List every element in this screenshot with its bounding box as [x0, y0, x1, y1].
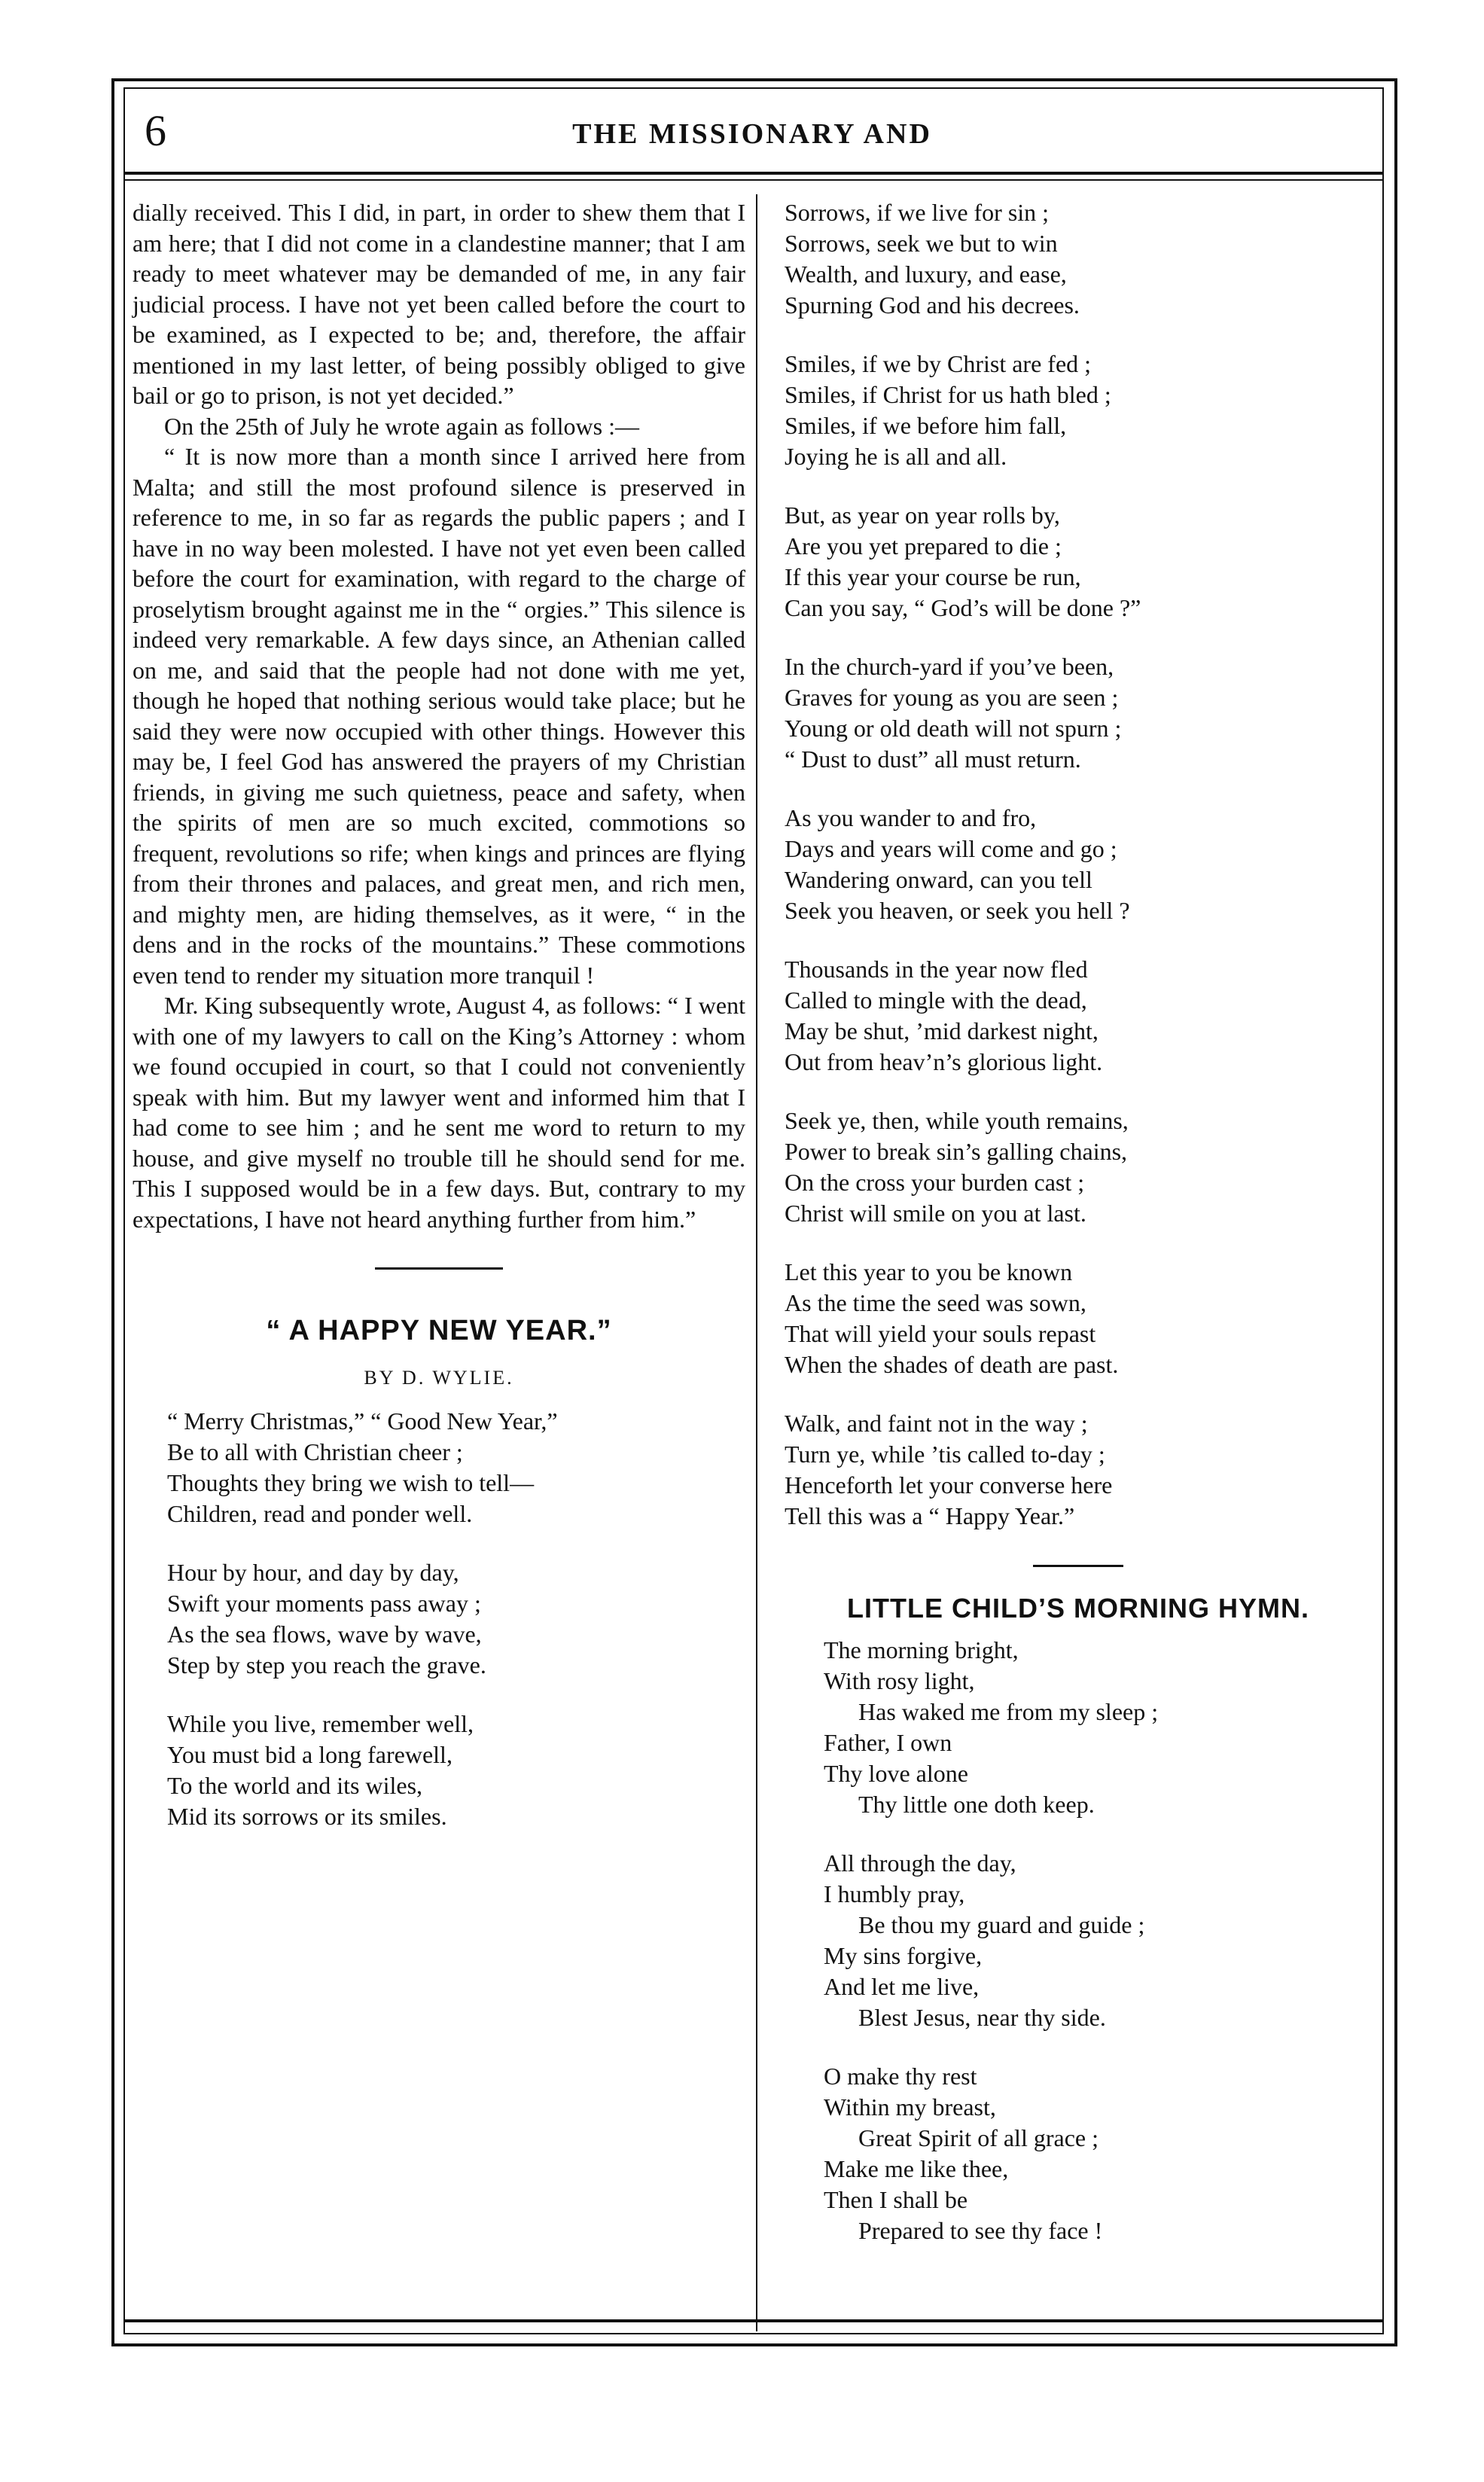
verse-line: Let this year to you be known	[785, 1258, 1073, 1285]
verse-line: Smiles, if we by Christ are fed ;	[785, 350, 1092, 377]
verse-line: Joying he is all and all.	[785, 443, 1007, 470]
verse-line: Christ will smile on you at last.	[785, 1200, 1086, 1227]
verse-line: Mid its sorrows or its smiles.	[167, 1803, 447, 1830]
verse-line: Turn ye, while ’tis called to-day ;	[785, 1441, 1105, 1468]
verse-line: Blest Jesus, near thy side.	[858, 2004, 1106, 2031]
running-head: THE MISSIONARY AND	[572, 118, 932, 150]
verse-line: Wandering onward, can you tell	[785, 866, 1092, 893]
verse-line: Then I shall be	[824, 2186, 968, 2213]
poem-title: “ A HAPPY NEW YEAR.”	[266, 1315, 612, 1346]
verse-line: Has waked me from my sleep ;	[858, 1698, 1159, 1725]
verse-line: Wealth, and luxury, and ease,	[785, 261, 1067, 288]
verse-line: Prepared to see thy face !	[858, 2217, 1103, 2244]
column-divider	[756, 194, 757, 2331]
verse-line: When the shades of death are past.	[785, 1351, 1119, 1378]
poem-morning-hymn	[785, 1635, 1372, 2246]
stanza	[785, 197, 1372, 321]
section-rule	[375, 1267, 503, 1270]
page-header	[123, 98, 1381, 173]
verse-line: With rosy light,	[824, 1667, 975, 1694]
verse-line: Tell this was a “ Happy Year.”	[785, 1502, 1075, 1529]
header-rule-thin	[123, 179, 1382, 181]
stanza	[785, 1408, 1372, 1532]
verse-line: Called to mingle with the dead,	[785, 986, 1087, 1014]
verse-line: And let me live,	[824, 1973, 980, 2000]
verse-line: Seek ye, then, while youth remains,	[785, 1107, 1129, 1134]
verse-line: Sorrows, seek we but to win	[785, 230, 1058, 257]
verse-line: As the time the seed was sown,	[785, 1289, 1086, 1316]
verse-line: If this year your course be run,	[785, 563, 1081, 590]
stanza	[824, 1635, 1372, 1820]
verse-line: To the world and its wiles,	[167, 1772, 423, 1799]
verse-line: Be to all with Christian cheer ;	[167, 1438, 463, 1465]
verse-line: Within my breast,	[824, 2093, 996, 2121]
stanza	[785, 803, 1372, 926]
verse-line: Hour by hour, and day by day,	[167, 1559, 459, 1586]
verse-line: Days and years will come and go ;	[785, 835, 1117, 862]
stanza	[167, 1406, 745, 1529]
poem-continued	[785, 197, 1372, 1532]
stanza	[785, 349, 1372, 472]
poem-happy-new-year	[133, 1406, 745, 1832]
verse-line: As you wander to and fro,	[785, 804, 1037, 831]
verse-line: O make thy rest	[824, 2063, 977, 2090]
verse-line: Sorrows, if we live for sin ;	[785, 199, 1050, 226]
verse-line: Walk, and faint not in the way ;	[785, 1410, 1088, 1437]
verse-line: “ Merry Christmas,” “ Good New Year,”	[167, 1407, 558, 1435]
verse-line: Step by step you reach the grave.	[167, 1651, 486, 1679]
stanza	[167, 1557, 745, 1681]
verse-line: Seek you heaven, or seek you hell ?	[785, 897, 1130, 924]
verse-line: That will yield your souls repast	[785, 1320, 1096, 1347]
verse-line: All through the day,	[824, 1849, 1016, 1877]
stanza	[785, 954, 1372, 1078]
verse-line: Out from heav’n’s glorious light.	[785, 1048, 1103, 1075]
stanza	[785, 1105, 1372, 1229]
paragraph: “ It is now more than a month since I arrived here from Malta; and still the most profound silence is preserved in reference to me, in so far as regards the public papers ; and I have in no way been molested. I have not yet even been called before the court for examination, with regard to the charge of proselytism brought against me in the “ orgies.” This silence is indeed very remarkable. A few days since, an Athenian called on me, and said that the people had not done with me yet, though he hoped that nothing serious would take place; but he said they were now occupied with other things. However this may be, I feel God has answered the prayers of my Christian friends, in giving me such quietness, peace and safety, when the spirits of men are so much excited, commotions so frequent, revolutions so rife; when kings and princes are flying from their thrones and palaces, and great men, and rich men, and mighty men, are hiding themselves, as it were, “ in the dens and in the rocks of the mountains.” These commotions even tend to render my situation more tranquil !	[133, 443, 745, 989]
verse-line: While you live, remember well,	[167, 1710, 474, 1737]
footer-rule	[123, 2319, 1382, 2322]
verse-line: Thy little one doth keep.	[858, 1791, 1095, 1818]
verse-line: Thousands in the year now fled	[785, 956, 1088, 983]
verse-line: Power to break sin’s galling chains,	[785, 1138, 1128, 1165]
verse-line: You must bid a long farewell,	[167, 1741, 453, 1768]
verse-line: Thy love alone	[824, 1760, 968, 1787]
verse-line: May be shut, ’mid darkest night,	[785, 1017, 1099, 1044]
left-column	[133, 197, 745, 1832]
verse-line: But, as year on year rolls by,	[785, 502, 1060, 529]
poem-byline: BY D. WYLIE.	[364, 1367, 514, 1389]
verse-line: Make me like thee,	[824, 2155, 1009, 2182]
verse-line: I humbly pray,	[824, 1880, 965, 1907]
verse-line: My sins forgive,	[824, 1942, 983, 1969]
right-column	[785, 197, 1372, 2246]
verse-line: Swift your moments pass away ;	[167, 1590, 481, 1617]
verse-line: Great Spirit of all grace ;	[858, 2124, 1099, 2151]
header-rule	[123, 172, 1382, 175]
verse-line: In the church-yard if you’ve been,	[785, 653, 1114, 680]
stanza	[824, 1848, 1372, 2033]
page-number: 6	[145, 106, 166, 155]
hymn-title: LITTLE CHILD’S MORNING HYMN.	[847, 1593, 1309, 1624]
stanza	[824, 2061, 1372, 2246]
verse-line: On the cross your burden cast ;	[785, 1169, 1085, 1196]
verse-line: Graves for young as you are seen ;	[785, 684, 1119, 711]
verse-line: The morning bright,	[824, 1636, 1019, 1663]
paragraph: dially received. This I did, in part, in order to shew them that I am here; that I did not come in a clandestine manner; that I am ready to meet whatever may be demanded of me, in any fair judicial process. I have not yet been called before the court to be examined, as I expected to be; and, therefore, the affair mentioned in my last letter, of being possibly obliged to give bail or go to prison, is not yet decided.”	[133, 199, 745, 409]
paragraph: Mr. King subsequently wrote, August 4, as follows: “ I went with one of my lawyers to call on the King’s Attorney : whom we found occupied in court, so that I could not conveniently speak with him. But my lawyer went and informed him that I had come to see him ; and he sent me word to return to my house, and give myself no trouble till he should send for me. This I supposed would be in a few days. But, contrary to my expectations, I have not heard anything further from him.”	[133, 992, 745, 1233]
verse-line: Smiles, if Christ for us hath bled ;	[785, 381, 1111, 408]
verse-line: Can you say, “ God’s will be done ?”	[785, 594, 1141, 621]
verse-line: Father, I own	[824, 1729, 952, 1756]
section-rule	[1033, 1565, 1123, 1567]
verse-line: Young or old death will not spurn ;	[785, 715, 1122, 742]
stanza	[167, 1709, 745, 1832]
stanza	[785, 1257, 1372, 1380]
verse-line: Thoughts they bring we wish to tell—	[167, 1469, 535, 1496]
verse-line: Be thou my guard and guide ;	[858, 1911, 1145, 1938]
verse-line: Children, read and ponder well.	[167, 1500, 473, 1527]
paragraph: On the 25th of July he wrote again as follows :—	[164, 412, 639, 440]
verse-line: Henceforth let your converse here	[785, 1471, 1113, 1499]
verse-line: Are you yet prepared to die ;	[785, 532, 1062, 560]
verse-line: “ Dust to dust” all must return.	[785, 746, 1081, 773]
verse-line: As the sea flows, wave by wave,	[167, 1621, 482, 1648]
stanza	[785, 651, 1372, 775]
verse-line: Spurning God and his decrees.	[785, 291, 1080, 319]
verse-line: Smiles, if we before him fall,	[785, 412, 1067, 439]
stanza	[785, 500, 1372, 624]
